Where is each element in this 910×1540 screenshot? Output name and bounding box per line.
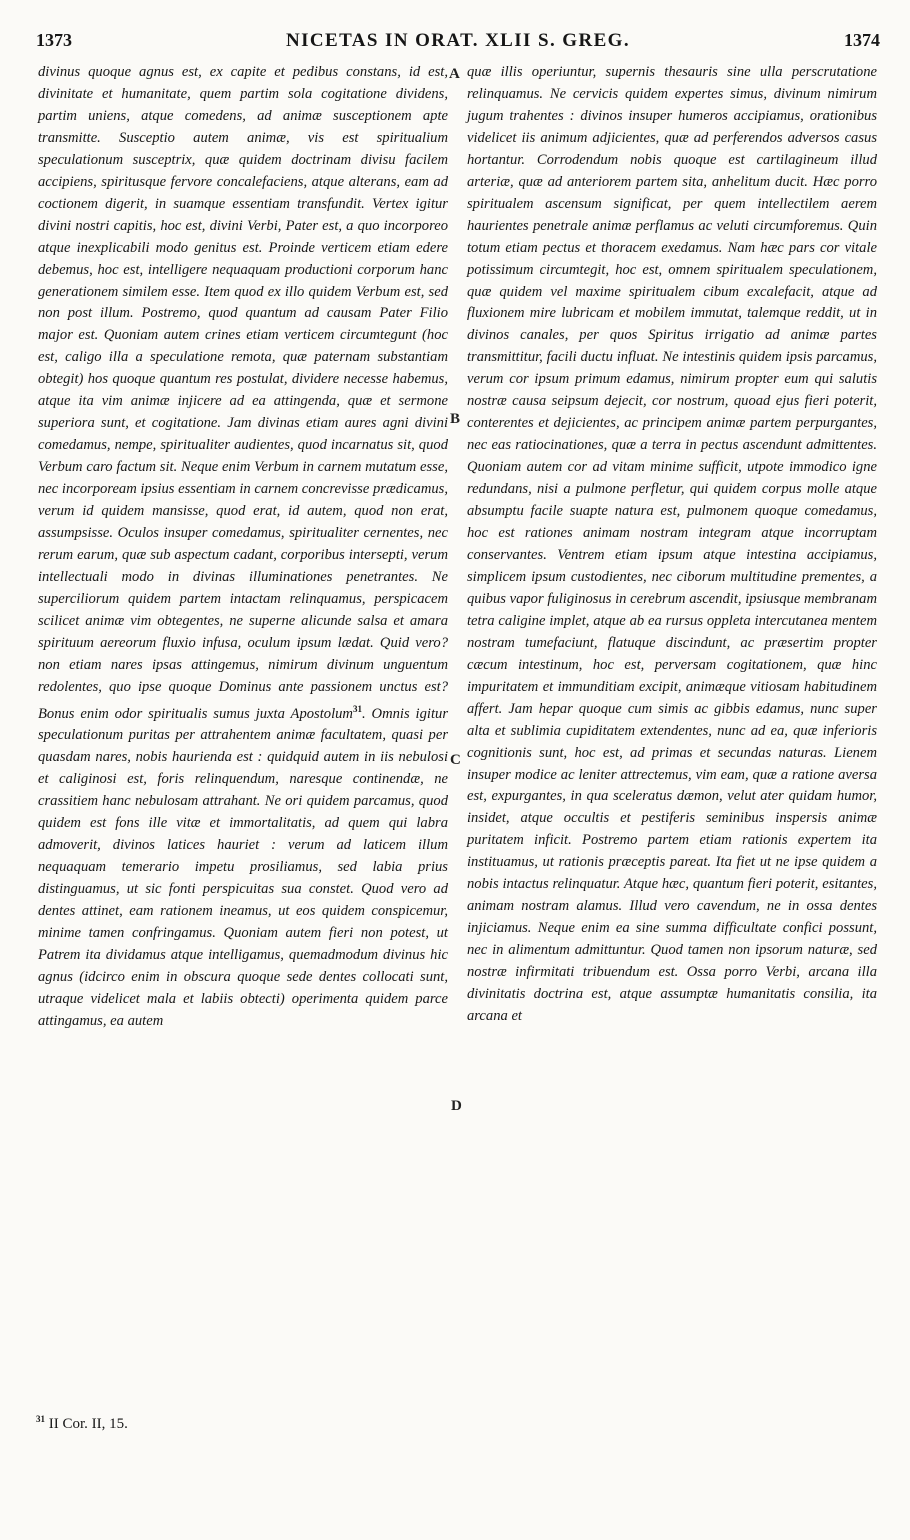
page-number-left: 1373 [36,30,72,50]
left-column [38,62,448,1033]
section-marker-b: B [450,411,461,427]
footnote-mark: 31 [36,1414,45,1424]
left-column-text-part1: divinus quoque agnus est, ex capite et pedibus constans, id est, divinitate et humanitate, quem partim sola cogitatione dividens, partim uniens, atque comedens, ad animæ susceptionem apte transmitte. Susceptio autem animæ, vis est spiritualium speculationum susceptrix, quæ quidem doctrinam divisu facilem accipiens, spiritusque fervore concalefaciens, atque alterans, eam ad coctionem digerit, in suamque essentiam transfundit. Vertex igitur divini nostri capitis, hoc est, divini Verbi, Pater est, a quo incorporeo atque inexplicabili modo genitus est. Proinde verticem etiam edere debemus, hoc est, intelligere nequaquam productioni corporum hanc generationem similem esse. Item quod ex illo quidem Verbum est, sed non post illum. Postremo, quod quantum ad causam Pater Filio major est. Quoniam autem crines etiam verticem circumtegunt (hoc est, caligo illa a speculatione remota, quæ paternam substantiam obtegit) hos quoque quantum res postulat, dividere necesse habemus, atque ita vim animæ injicere ad ea attingenda, quæ et sermone superiora sunt, et cogitatione. Jam divinas etiam aures agni divini comedamus, nempe, spiritualiter audientes, quod incarnatus sit, quod Verbum caro factum sit. Neque enim Verbum in carnem mutatum esse, nec incorpoream ipsius essentiam in carnem concrevisse prædicamus, verum id quidem mansisse, quod erat, id autem, quod non erat, assumpsisse. Oculos insuper comedamus, spiritualiter cernentes, nec rerum earum, quæ sub aspectum cadant, corporibus intersepti, verum intellectuali modo in divinas illuminationes penetrantes. Ne superciliorum quidem partem intactam relinquamus, perspicacem scilicet animæ vim obtegentes, ne superne alicunde salsa et amara spirituum aereorum fluxio infusa, oculum ipsum lædat. Quid vero? non etiam nares ipsas attingemus, nimirum divinum unguentum redolentes, quo ipse quoque Dominus ante passionem unctus est? Bonus enim odor spiritualis sumus juxta Apostolum [38,64,448,722]
footnote [36,1414,128,1433]
footnote-text: II Cor. II, 15. [45,1416,128,1432]
page-number-right: 1374 [844,30,880,50]
page-header [36,30,880,56]
right-column [467,62,877,1028]
left-column-text [38,62,448,1033]
section-marker-a: A [449,66,460,82]
right-column-text: quæ illis operiuntur, supernis thesauris sine ulla perscrutatione relinquamus. Ne cervicis quidem expertes simus, divinum nimirum jugum trahentes : divinos insuper humeros accipiamus, orationibus videlicet iis animum adjicientes, quæ ad perferendos adversos casus hortantur. Corrodendum nobis quoque est cartilagineum illud arteriæ, quæ ad anteriorem partem sita, anhelitum ducit. Hæc porro spiritualem ascensum significat, per quem intellectilem aerem haurientes penetrale animæ perflamus ac veluti circumforemus. Quin totum etiam pectus et thoracem exedamus. Nam hæc pars cor vitale potissimum circumtegit, hoc est, omnem spiritualem speculationem, quæ quidem vel maxime spiritualem cibum excalefacit, atque ad fluxionem mire lubricam et mobilem immutat, talemque reddit, ut in divinos canales, per quos Spiritus irrigatio ad animæ partes transmittitur, facili ductu influat. Ne intestinis quidem ipsis parcamus, verum cor ipsum primum edamus, nimirum propter eum qui salutis nostræ causa seipsum dejecit, cor nostrum, quoad ejus fieri poterit, conterentes et dejicientes, ac principem animæ partem perpurgantes, nec eas ratiocinationes, quæ a terra in pectus ascendunt admittentes. Quoniam autem cor ad vitam minime sufficit, utpote immodico igne redundans, nisi a pulmone perfletur, qui quidem corpus molle atque absumptu facile suapte natura est, pulmonem quoque comedamus, hoc est rationes animam nostram integram atque incorruptam conservantes. Ventrem etiam ipsum atque intestina accipiamus, simplicem ipsum custodientes, nec ciborum multitudine prementes, a quibus vapor fuliginosus in cerebrum ascendit, ipsiusque membranam tetra caligine implet, atque ab ea rursus oppleta intercutanea mentem nostram tumefaciunt, flatuque discindunt, ac præsertim propter cæcum intestinum, hoc est, perversam cogitationem, quæ hinc impuritatem et immunditiam excipit, animæque vitiosam habitudinem affert. Jam hepar quoque cum simis ac gibbis edamus, nunc super alta et sublimia cupiditatem extendentes, nunc ad ea, quæ inferioris cognitionis sunt, hoc est, ad primas et secundas naturas. Lienem insuper modice ac leniter attrectemus, vim eam, quæ a ratione aversa est, expurgantes, in qua sceleratus dæmon, velut ater quidam humor, insidet, atque occultis et pestiferis seminibus inspersis animæ puritatem inficit. Postremo partem etiam rationis expertem ita instituamus, ut rationis præceptis pareat. Ita fiet ut ne ipse quidem a nobis intactus relinquatur. Atque hæc, quantum fieri poterit, esitantes, animam nostram alamus. Illud vero cavendum, ne in ossa dentes injiciamus. Neque enim ea sine summa difficultate confici possunt, nec in alimentum admittuntur. Quod tamen non ipsorum naturæ, sed nostræ infirmitati tribuendum est. Ossa porro Verbi, arcana illa divinitatis doctrina est, atque assumptæ humanitatis consilia, ita arcana et [467,64,877,1024]
section-marker-d: D [451,1098,462,1114]
running-title: NICETAS IN ORAT. XLII S. GREG. [286,30,630,51]
left-column-text-part2: . Omnis igitur speculationum puritas per attrahentem animæ facultatem, quasi per quasdam nares, nobis haurienda est : quidquid autem in iis nebulosi et caliginosi est, foris relinquendum, naresque continendæ, ne crassitiem hanc nebulosam attrahant. Ne ori quidem parcamus, quod quidem est fons ille vitæ et immortalitatis, ad quem qui labra admoverit, divinos latices hauriet : verum ad laticem illum nequaquam temerario impetu prosiliamus, sed labia prius distinguamus, ut sic fonti perspicuitas sua constet. Quod vero ad dentes attinet, eam rationem ineamus, ut eos quidem conspicemur, minime tamen confringamus. Quoniam autem fieri non potest, ut Patrem ita dividamus atque intelligamus, quemadmodum divinus hic agnus (idcirco enim in obscura quoque sede dentes collocati sunt, utraque videlicet mala et labiis obtecti) operimenta quidem parce attingamus, ea autem [38,705,448,1029]
section-marker-c: C [450,752,461,768]
footnote-ref-mark: 31 [352,703,362,714]
